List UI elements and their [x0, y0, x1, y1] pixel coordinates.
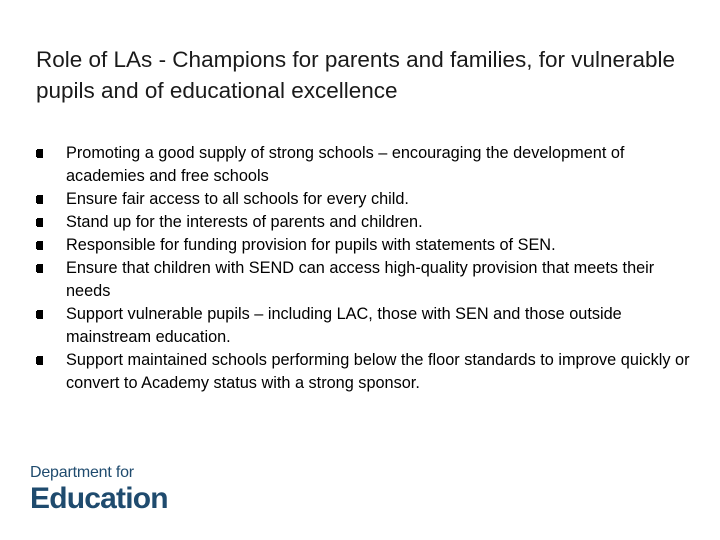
bullet-item — [36, 188, 696, 211]
bullet-text: Stand up for the interests of parents and children. — [66, 213, 423, 231]
square-bullet-icon — [36, 241, 43, 250]
square-bullet-icon — [36, 195, 43, 204]
square-bullet-icon — [36, 264, 43, 273]
logo-education-text: Education — [30, 482, 168, 515]
square-bullet-icon — [36, 218, 43, 227]
bullet-item — [36, 142, 696, 188]
bullet-text: Ensure fair access to all schools for every child. — [66, 190, 409, 208]
bullet-list — [36, 142, 696, 395]
bullet-text: Support maintained schools performing below the floor standards to improve quickly or convert to Academy status with a strong sponsor. — [66, 351, 690, 392]
bullet-item — [36, 303, 696, 349]
bullet-text: Support vulnerable pupils – including LAC, those with SEN and those outside mainstream education. — [66, 305, 622, 346]
square-bullet-icon — [36, 356, 43, 365]
square-bullet-icon — [36, 310, 43, 319]
bullet-text: Responsible for funding provision for pupils with statements of SEN. — [66, 236, 556, 254]
bullet-text: Ensure that children with SEND can access high-quality provision that meets their needs — [66, 259, 655, 300]
slide-title: Role of LAs - Champions for parents and families, for vulnerable pupils and of educational excellence — [36, 47, 676, 103]
bullet-item — [36, 211, 696, 234]
bullet-text: Promoting a good supply of strong schools – encouraging the development of academies and free schools — [66, 144, 625, 185]
bullet-item — [36, 257, 696, 303]
square-bullet-icon — [36, 149, 43, 158]
dfe-logo — [30, 464, 200, 520]
bullet-item — [36, 234, 696, 257]
logo-department-text: Department for — [30, 464, 134, 481]
bullet-item — [36, 349, 696, 395]
